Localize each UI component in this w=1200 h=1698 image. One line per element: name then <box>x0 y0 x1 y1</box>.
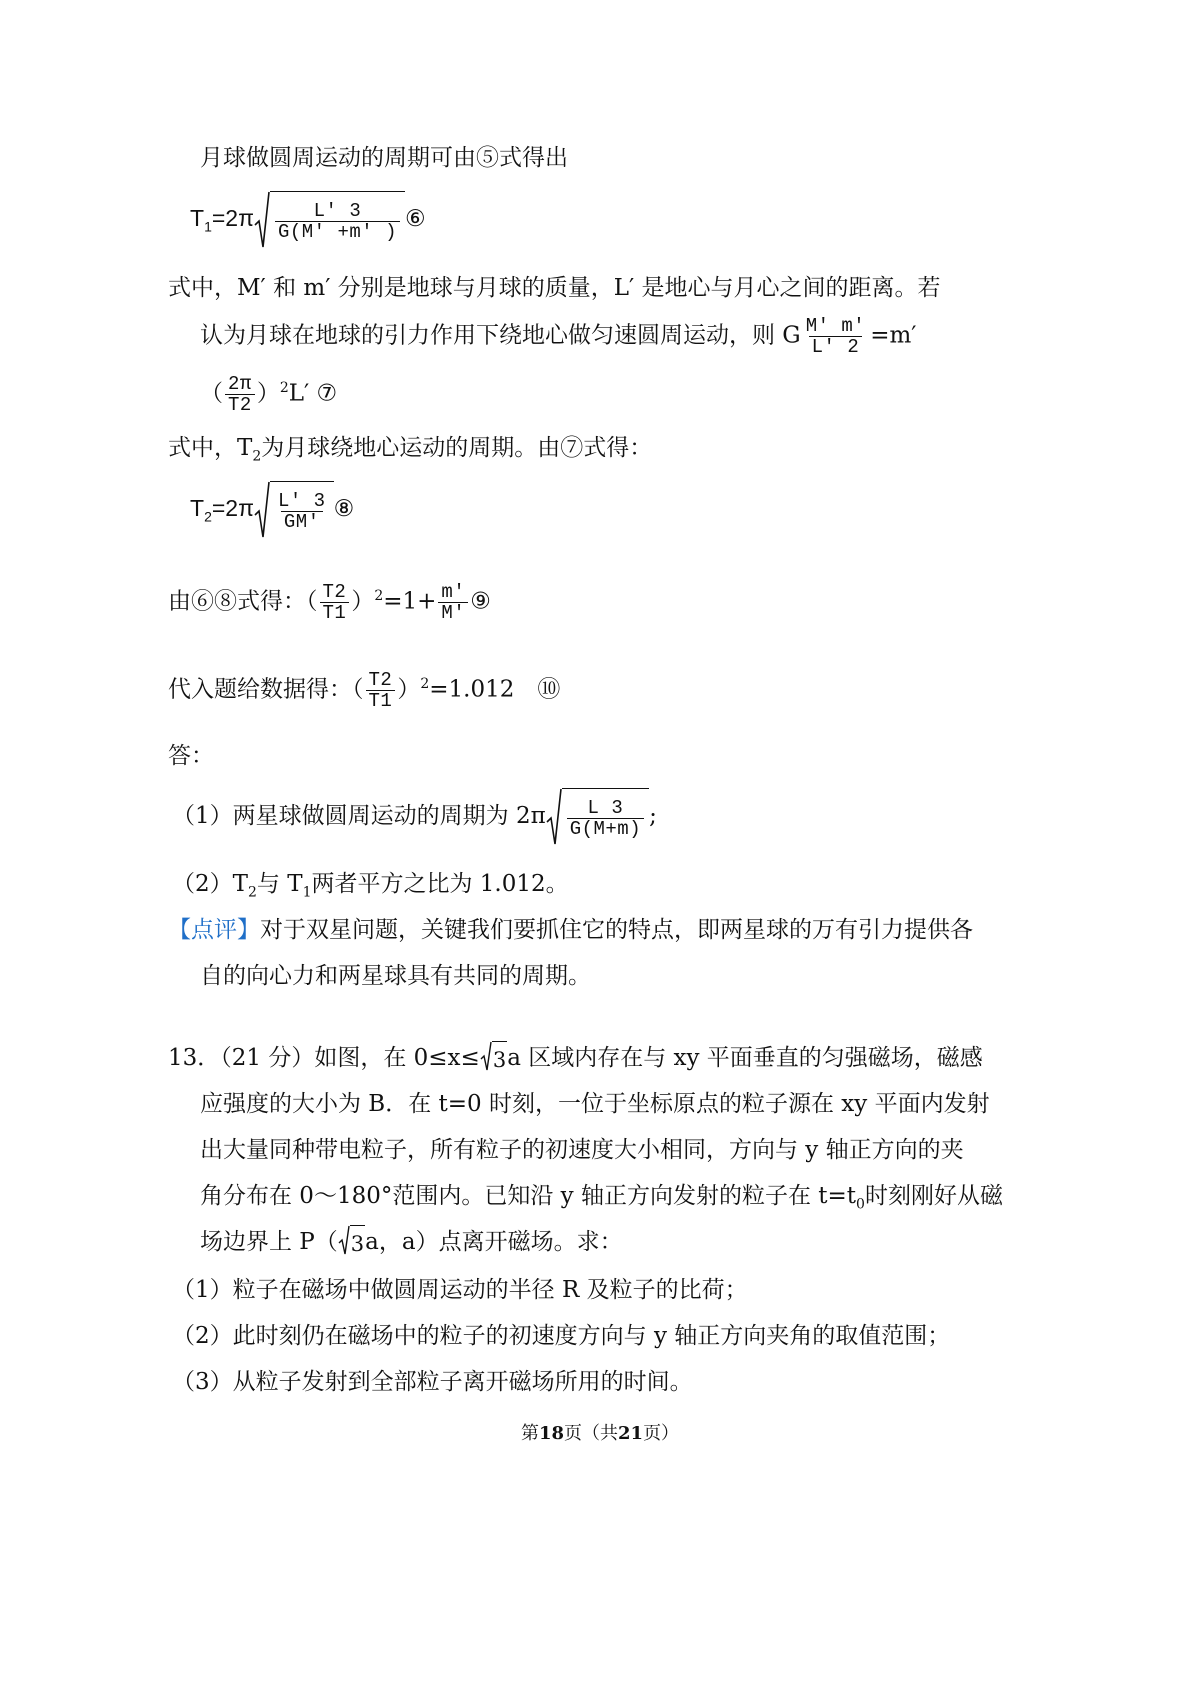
text-line: 式中，M′ 和 m′ 分别是地球与月球的质量，L′ 是地心与月心之间的距离。若 <box>168 275 941 301</box>
page-total: 21 <box>618 1423 644 1444</box>
fraction: $\frac{2\pi}{T2}$ <box>225 374 255 415</box>
fraction: $\frac{M' m'}{L' 2}$ <box>805 315 866 358</box>
sub-question-1: （1）粒子在磁场中做圆周运动的半径 R 及粒子的比荷； <box>172 1277 748 1303</box>
sqrt-radical: 3 <box>480 1041 507 1078</box>
answer-2: $(2)T_2$与 $T_1$两者平方之比为 1.012。 <box>172 871 569 901</box>
text-line: 认为月球在地球的引力作用下绕地心做匀速圆周运动，则 G $\frac{M' m'}{L' 2}$ =m′ <box>200 315 917 358</box>
t1-symbol: $T_1$ <box>190 205 212 235</box>
sub-question-2: （2）此时刻仍在磁场中的粒子的初速度方向与 y 轴正方向夹角的取值范围； <box>172 1323 951 1349</box>
question-13-line: 角分布在 0～180°范围内。已知沿 y 轴正方向发射的粒子在 $t=t_0$时刻刚好从磁 <box>200 1183 1003 1213</box>
equation-6: $T_1=2\pi$ $\frac{L' 3}{G(M' +m' )}$ ⑥ <box>190 188 426 257</box>
text-line: 月球做圆周运动的周期可由⑤式得出 <box>200 145 568 171</box>
equation-7: （ $\frac{2\pi}{T2}$ ）$^2$L′ ⑦ <box>200 373 338 417</box>
fraction: $\frac{T2}{T1}$ <box>366 670 396 711</box>
comment-line: 【点评】对于双星问题，关键我们要抓住它的特点，即两星球的万有引力提供各 <box>168 917 973 943</box>
fraction: $\frac{T2}{T1}$ <box>320 582 350 623</box>
answer-1: （1）两星球做圆周运动的周期为 2π $\frac{L 3}{G(M+m)}$ ; <box>172 786 657 846</box>
equation-9: 由⑥⑧式得：（ $\frac{T2}{T1}$ ）$^2$=1+ $\frac{m'}{M'}$ ⑨ <box>168 581 491 625</box>
comment-tag: 【点评】 <box>168 917 260 943</box>
answer-label: 答： <box>168 743 214 769</box>
equation-8: $T_2=2\pi$ $\frac{L' 3}{GM'}$ ⑧ <box>190 478 354 547</box>
equation-10: 代入题给数据得：（ $\frac{T2}{T1}$ ）$^2$=1.012 ⑩ <box>168 669 561 713</box>
text-line: 式中，$T_2$为月球绕地心运动的周期。由⑦式得： <box>168 435 653 465</box>
page-number: 18 <box>538 1423 564 1444</box>
question-13-line: 出大量同种带电粒子，所有粒子的初速度大小相同，方向与 y 轴正方向的夹 <box>200 1137 964 1163</box>
sqrt-radical: 3 <box>338 1225 365 1262</box>
question-13-line: 13．（21 分）如图，在 0≤x≤ 3 a 区域内存在与 xy 平面垂直的匀强磁场，磁感 <box>168 1040 983 1078</box>
sub-question-3: （3）从粒子发射到全部粒子离开磁场所用的时间。 <box>172 1369 693 1395</box>
sqrt-radical: $\frac{L' 3}{G(M' +m' )}$ <box>254 191 405 249</box>
fraction: $\frac{m'}{M'}$ <box>438 582 468 623</box>
comment-line: 自的向心力和两星球具有共同的周期。 <box>200 963 591 989</box>
question-13-line: 应强度的大小为 B．在 t=0 时刻，一位于坐标原点的粒子源在 xy 平面内发射 <box>200 1091 990 1117</box>
page-footer: 第18页（共21页） <box>520 1423 680 1444</box>
sqrt-radical: $\frac{L 3}{G(M+m)}$ <box>546 788 649 846</box>
sqrt-radical: $\frac{L' 3}{GM'}$ <box>254 481 334 539</box>
question-13-line: 场边界上 P（ 3 a，a）点离开磁场。求： <box>200 1224 623 1262</box>
